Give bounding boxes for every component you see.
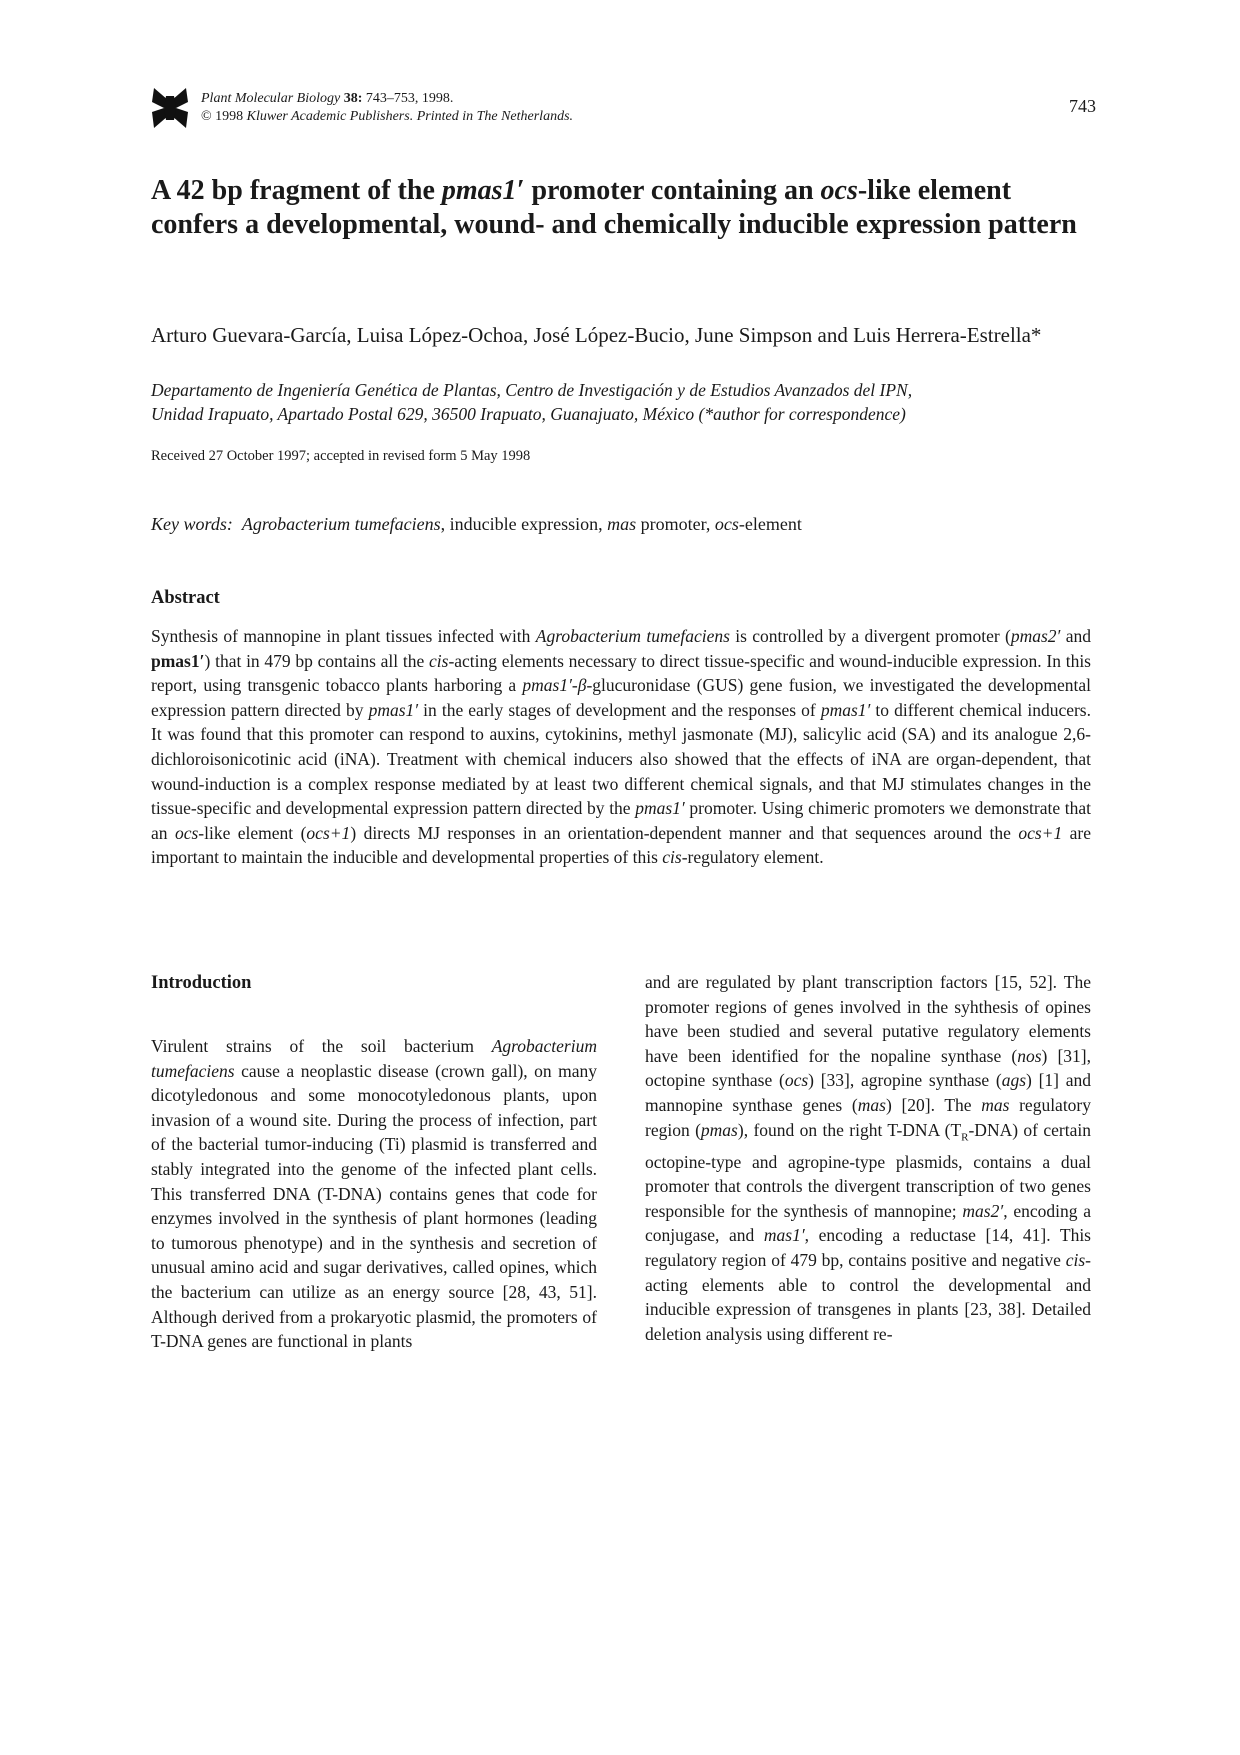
body-italic: cis xyxy=(1065,1250,1086,1271)
introduction-heading: Introduction xyxy=(151,973,252,993)
journal-citation xyxy=(201,90,573,126)
received-date: Received 27 October 1997; accepted in revised form 5 May 1998 xyxy=(151,448,531,464)
body-italic: pmas xyxy=(700,1119,738,1140)
body-text: ) [31], octopine synthase ( xyxy=(645,1045,1091,1091)
abstract-text: are important to maintain the inducible and developmental properties of this xyxy=(151,822,1091,868)
body-italic: mas1′ xyxy=(763,1225,805,1246)
body-italic: ocs xyxy=(784,1070,809,1091)
keyword: promoter, xyxy=(636,514,715,534)
title-text: A 42 bp fragment of the xyxy=(151,175,442,206)
title-text: promoter containing an xyxy=(524,175,821,206)
body-text: , encoding a conjugase, and xyxy=(645,1200,1091,1246)
kluwer-logo-icon xyxy=(150,86,190,130)
abstract-body xyxy=(151,624,1091,870)
abstract-bold: pmas1′ xyxy=(151,650,205,671)
keywords-label: Key words: xyxy=(151,514,233,534)
abstract-italic: ocs+1 xyxy=(1018,822,1063,843)
abstract-text: ) directs MJ responses in an orientation-dependent manner and that sequences around the xyxy=(350,822,1019,843)
abstract-italic: ocs xyxy=(174,822,199,843)
body-subscript: R xyxy=(961,1131,969,1144)
keyword: ocs xyxy=(714,514,739,534)
body-text: -acting elements able to control the developmental and inducible expression of transgenes in plants [23, 38]. Detailed deletion analysis using different re- xyxy=(645,1250,1091,1344)
body-column-left xyxy=(151,1034,597,1354)
body-italic: nos xyxy=(1017,1045,1042,1066)
abstract-text: promoter. Using chimeric promoters we demonstrate that an xyxy=(151,798,1091,843)
abstract-italic: Agrobacterium tumefaciens xyxy=(535,626,730,646)
abstract-italic: cis xyxy=(428,650,449,671)
body-text: ) [33], agropine synthase ( xyxy=(808,1070,1002,1091)
keyword: mas xyxy=(607,514,637,534)
keywords xyxy=(151,514,1091,535)
abstract-text: glucuronidase (GUS) gene fusion, we investigated the developmental expression pattern directed by xyxy=(151,675,1091,720)
journal-name: Plant Molecular Biology xyxy=(201,91,341,106)
affiliation-line: Departamento de Ingeniería Genética de Plantas, Centro de Investigación y de Estudios Avanzados del IPN, xyxy=(151,380,913,400)
affiliation xyxy=(151,378,1091,426)
title-text: -like element confers a developmental, wound- and chemically inducible expression pattern xyxy=(151,175,1077,240)
body-text: ), found on the right T-DNA (T xyxy=(737,1119,962,1140)
abstract-text: -acting elements necessary to direct tissue-specific and wound-inducible expression. In this report, using transgenic tobacco plants harboring a xyxy=(151,650,1091,696)
abstract-text: and xyxy=(1060,626,1091,646)
abstract-text: to different chemical inducers. It was found that this promoter can respond to auxins, cytokinins, methyl jasmonate (MJ), salicylic acid (SA) and its analogue 2,6-dichloroisonicotinic acid (iNA). Treatment with chemical inducers also showed that the effects of iNA are organ-dependent, that wound-induction is a complex response mediated by at least two different chemical signals, and that MJ stimulates changes in the tissue-specific and developmental expression pattern directed by the xyxy=(151,699,1091,819)
body-text: ) [20]. The xyxy=(885,1094,982,1115)
abstract-italic: pmas1′-β- xyxy=(522,675,593,696)
body-text: ) [1] and mannopine synthase genes ( xyxy=(645,1070,1091,1115)
journal-pages: 743–753, 1998. xyxy=(365,91,454,106)
abstract-italic: cis xyxy=(662,847,682,868)
body-italic: Agrobacterium tumefaciens xyxy=(151,1036,597,1081)
body-text: , encoding a reductase [14, 41]. This regulatory region of 479 bp, contains positive and negative xyxy=(645,1225,1091,1271)
body-text: cause a neoplastic disease (crown gall), on many dicotyledonous and some monocotyledonous plants, upon invasion of a wound site. During the process of infection, part of the bacterial tumor-inducing (Ti) plasmid is transferred and stably integrated into the genome of the infected plant cells. This transferred DNA (T-DNA) contains genes that code for enzymes involved in the synthesis of plant hormones (leading to tumorous phenotype) and in the synthesis and secretion of unusual amino acid and sugar derivatives, called opines, which the bacterium can utilize as an energy source [28, 43, 51]. Although derived from a prokaryotic plasmid, the promoters of T-DNA genes are functional in plants xyxy=(151,1060,597,1352)
title-italic: ocs xyxy=(820,175,858,206)
abstract-italic: pmas2′ xyxy=(1010,626,1061,646)
keyword: Agrobacterium tumefaciens xyxy=(241,514,441,534)
abstract-heading: Abstract xyxy=(151,588,220,608)
body-text: and are regulated by plant transcription factors [15, 52]. The promoter regions of genes involved in the syhthesis of opines have been studied and several putative regulatory elements have been identified for the nopaline synthase ( xyxy=(645,972,1091,1066)
journal-volume: 38: xyxy=(343,91,363,106)
keyword: -element xyxy=(738,514,802,534)
body-text: -DNA) of certain octopine-type and agropine-type plasmids, contains a dual promoter that controls the divergent transcription of two genes responsible for the synthesis of mannopine; xyxy=(645,1119,1091,1221)
body-italic: mas2′ xyxy=(962,1200,1004,1221)
body-italic: mas xyxy=(857,1094,886,1115)
abstract-text: in the early stages of development and the responses of xyxy=(418,699,821,720)
body-text: regulatory region ( xyxy=(645,1094,1092,1140)
title-italic: pmas1′ xyxy=(441,175,525,206)
abstract-italic: pmas1′ xyxy=(368,699,419,720)
abstract-text: Synthesis of mannopine in plant tissues infected with xyxy=(151,626,536,646)
publisher: Kluwer Academic Publishers. Printed in The Netherlands. xyxy=(246,109,574,124)
abstract-italic: pmas1′ xyxy=(635,798,685,819)
affiliation-line: Unidad Irapuato, Apartado Postal 629, 36500 Irapuato, Guanajuato, México (*author for correspondence) xyxy=(151,404,906,424)
abstract-text: -like element ( xyxy=(198,822,307,843)
copyright-year: © 1998 xyxy=(201,109,244,124)
abstract-text: -regulatory element. xyxy=(681,847,824,868)
abstract-text: ) that in 479 bp contains all the xyxy=(204,650,429,671)
abstract-italic: ocs+1 xyxy=(306,822,351,843)
paper-title xyxy=(151,174,1091,242)
page-number: 743 xyxy=(1069,96,1096,116)
body-text: Virulent strains of the soil bacterium xyxy=(151,1036,492,1056)
body-column-right xyxy=(645,970,1091,1346)
keyword: , inducible expression, xyxy=(440,514,608,534)
abstract-text: is controlled by a divergent promoter ( xyxy=(729,626,1011,646)
author-list: Arturo Guevara-García, Luisa López-Ochoa, José López-Bucio, June Simpson and Luis Herrera-Estrella* xyxy=(151,323,1042,347)
body-italic: mas xyxy=(981,1094,1010,1115)
abstract-italic: pmas1′ xyxy=(820,699,871,720)
body-italic: ags xyxy=(1001,1070,1027,1091)
